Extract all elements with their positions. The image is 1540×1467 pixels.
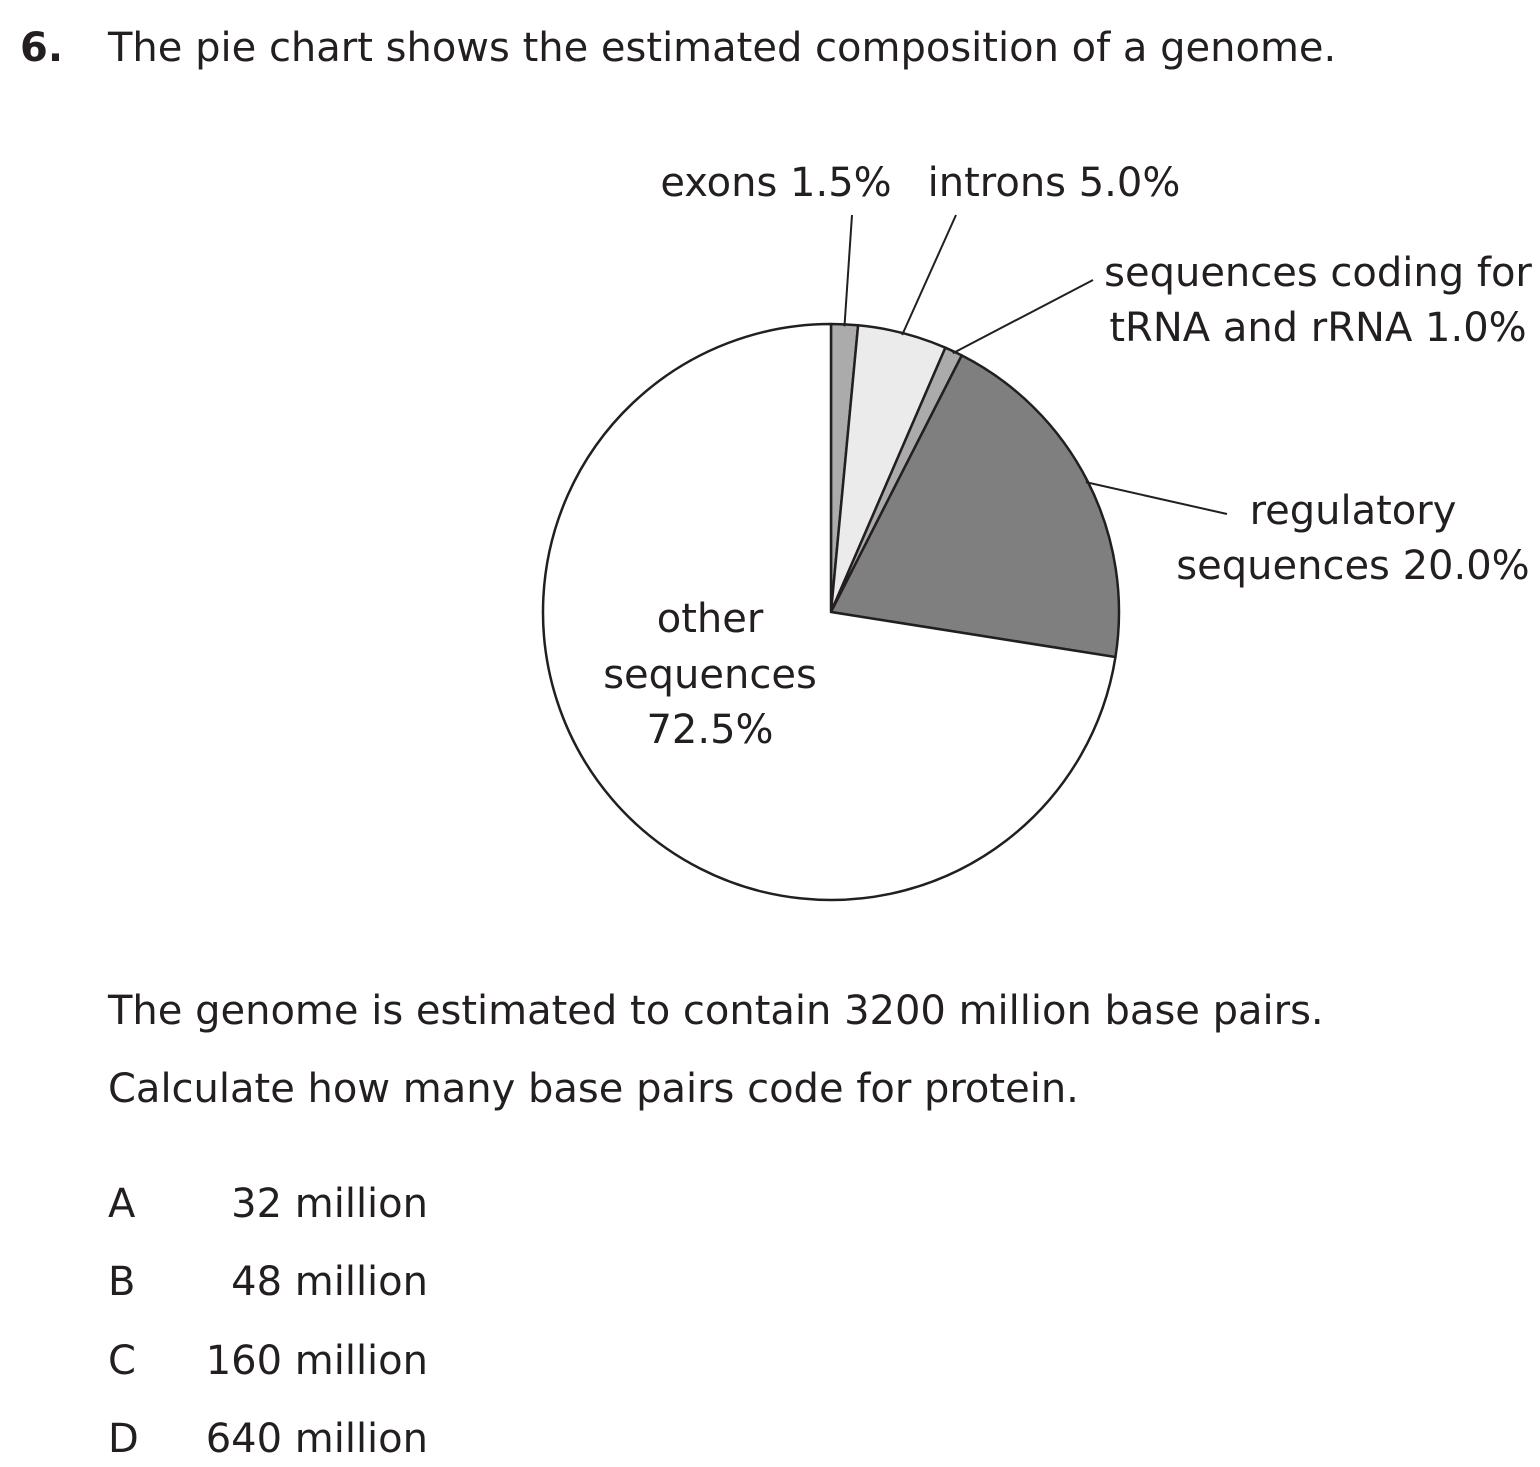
slice-label: 72.5% xyxy=(646,707,774,753)
option-value: 32 million xyxy=(231,1181,428,1227)
option-d[interactable] xyxy=(108,1411,448,1467)
option-value: 160 million xyxy=(205,1338,428,1384)
slice-label: tRNA and rRNA 1.0% xyxy=(1109,305,1527,351)
slice-label: sequences xyxy=(603,652,817,698)
leader-line xyxy=(844,215,852,326)
genome-size-statement: The genome is estimated to contain 3200 million base pairs. xyxy=(108,988,1324,1034)
question-number: 6. xyxy=(20,25,64,71)
option-value: 640 million xyxy=(205,1416,428,1462)
option-letter: D xyxy=(108,1416,139,1462)
leader-line xyxy=(1086,482,1227,514)
option-letter: B xyxy=(108,1259,136,1305)
slice-label: introns 5.0% xyxy=(927,160,1181,206)
slice-label: sequences 20.0% xyxy=(1176,543,1530,589)
slice-label: other xyxy=(656,596,764,642)
calculation-prompt: Calculate how many base pairs code for protein. xyxy=(108,1066,1079,1112)
leader-line xyxy=(902,215,956,335)
option-letter: A xyxy=(108,1181,136,1227)
question-stem: The pie chart shows the estimated composition of a genome. xyxy=(108,25,1337,71)
pie-slices xyxy=(543,324,1119,900)
option-a[interactable] xyxy=(108,1176,448,1232)
option-letter: C xyxy=(108,1338,136,1384)
option-b[interactable] xyxy=(108,1254,448,1310)
leader-line xyxy=(953,280,1093,353)
option-value: 48 million xyxy=(231,1259,428,1305)
slice-label: sequences coding for xyxy=(1104,250,1532,296)
slice-label: exons 1.5% xyxy=(660,160,892,206)
slice-label: regulatory xyxy=(1249,488,1457,534)
option-c[interactable] xyxy=(108,1333,448,1389)
